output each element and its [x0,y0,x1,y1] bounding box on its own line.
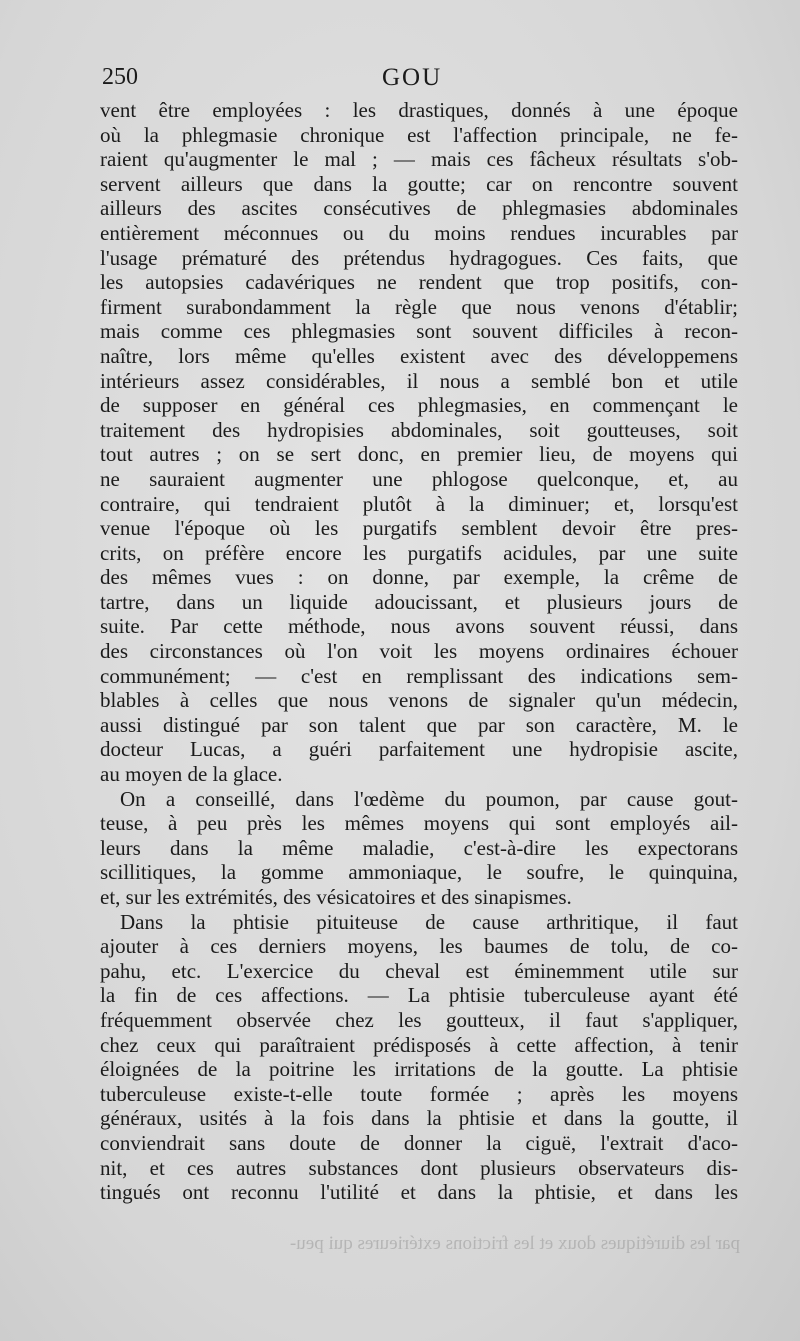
text-line: tartre, dans un liquide adoucissant, et plusieurs jours de [100,589,738,614]
text-line: blables à celles que nous venons de signaler qu'un médecin, [100,688,738,713]
text-line: leurs dans la même maladie, c'est-à-dire les expectorans [100,835,738,860]
text-line: traitement des hydropisies abdominales, soit goutteuses, soit [100,417,738,442]
text-line: tingués ont reconnu l'utilité et dans la phtisie, et dans les [100,1180,738,1205]
text-line: pahu, etc. L'exercice du cheval est éminemment utile sur [100,958,738,983]
text-line: intérieurs assez considérables, il nous a semblé bon et utile [100,368,738,393]
text-line: des circonstances où l'on voit les moyens ordinaires échouer [100,639,738,664]
text-line: docteur Lucas, a guéri parfaitement une hydropisie ascite, [100,737,738,762]
text-line: communément; — c'est en remplissant des indications sem- [100,663,738,688]
text-line: ajouter à ces derniers moyens, les baumes de tolu, de co- [100,934,738,959]
text-line: les autopsies cadavériques ne rendent que trop positifs, con- [100,270,738,295]
text-line: tout autres ; on se sert donc, en premier lieu, de moyens qui [100,442,738,467]
text-line: au moyen de la glace. [100,762,283,787]
text-line: de supposer en général ces phlegmasies, en commençant le [100,393,738,418]
text-line: servent ailleurs que dans la goutte; car on rencontre souvent [100,171,738,196]
text-line: nit, et ces autres substances dont plusieurs observateurs dis- [100,1155,738,1180]
page-header [102,64,742,98]
text-line: l'usage prématuré des prétendus hydragogues. Ces faits, que [100,245,738,270]
text-line: et, sur les extrémités, des vésicatoires et des sinapismes. [100,885,572,909]
text-line: aussi distingué par son talent que par son caractère, M. le [100,712,738,737]
bleed-through-text: par les diurétiques doux et les frictions extérieures qui peu- [289,1233,740,1254]
text-line: contraire, qui tendraient plutôt à la diminuer; et, lorsqu'est [100,491,738,516]
text-line: chez ceux qui paraîtraient prédisposés à cette affection, à tenir [100,1032,738,1057]
text-line: venue l'époque où les purgatifs semblent devoir être pres- [100,516,738,541]
running-head: GOU [382,64,443,91]
text-line: Dans la phtisie pituiteuse de cause arthritique, il faut [120,909,738,934]
text-line: généraux, usités à la fois dans la phtisie et dans la goutte, il [100,1106,738,1131]
text-line: raient qu'augmenter le mal ; — mais ces fâcheux résultats s'ob- [100,147,738,172]
text-line: ne sauraient augmenter une phlogose quelconque, et, au [100,466,738,491]
text-line: éloignées de la poitrine les irritations de la goutte. La phtisie [100,1057,738,1082]
text-line: suite. Par cette méthode, nous avons souvent réussi, dans [100,614,738,639]
text-line: naître, lors même qu'elles existent avec des développemens [100,343,738,368]
page-number: 250 [102,64,138,90]
text-line: conviendrait sans doute de donner la ciguë, l'extrait d'aco- [100,1130,738,1155]
text-line: fréquemment observée chez les goutteux, il faut s'appliquer, [100,1007,738,1032]
text-line: vent être employées : les drastiques, donnés à une époque [100,98,738,122]
text-line: scillitiques, la gomme ammoniaque, le soufre, le quinquina, [100,860,738,885]
text-line: teuse, à peu près les mêmes moyens qui sont employés ail- [100,811,738,836]
text-line: On a conseillé, dans l'œdème du poumon, par cause gout- [120,786,738,811]
text-line: firment surabondamment la règle que nous venons d'établir; [100,294,738,319]
text-line: ailleurs des ascites consécutives de phlegmasies abdominales [100,196,738,221]
text-line: crits, on préfère encore les purgatifs acidules, par une suite [100,540,738,565]
text-line: mais comme ces phlegmasies sont souvent difficiles à recon- [100,319,738,344]
text-line: où la phlegmasie chronique est l'affection principale, ne fe- [100,122,738,147]
text-line: la fin de ces affections. — La phtisie tuberculeuse ayant été [100,983,738,1008]
text-line: des mêmes vues : on donne, par exemple, la crême de [100,565,738,590]
text-line: tuberculeuse existe-t-elle toute formée ; après les moyens [100,1081,738,1106]
text-line: entièrement méconnues ou du moins rendues incurables par [100,220,738,245]
body-text [100,98,738,1205]
